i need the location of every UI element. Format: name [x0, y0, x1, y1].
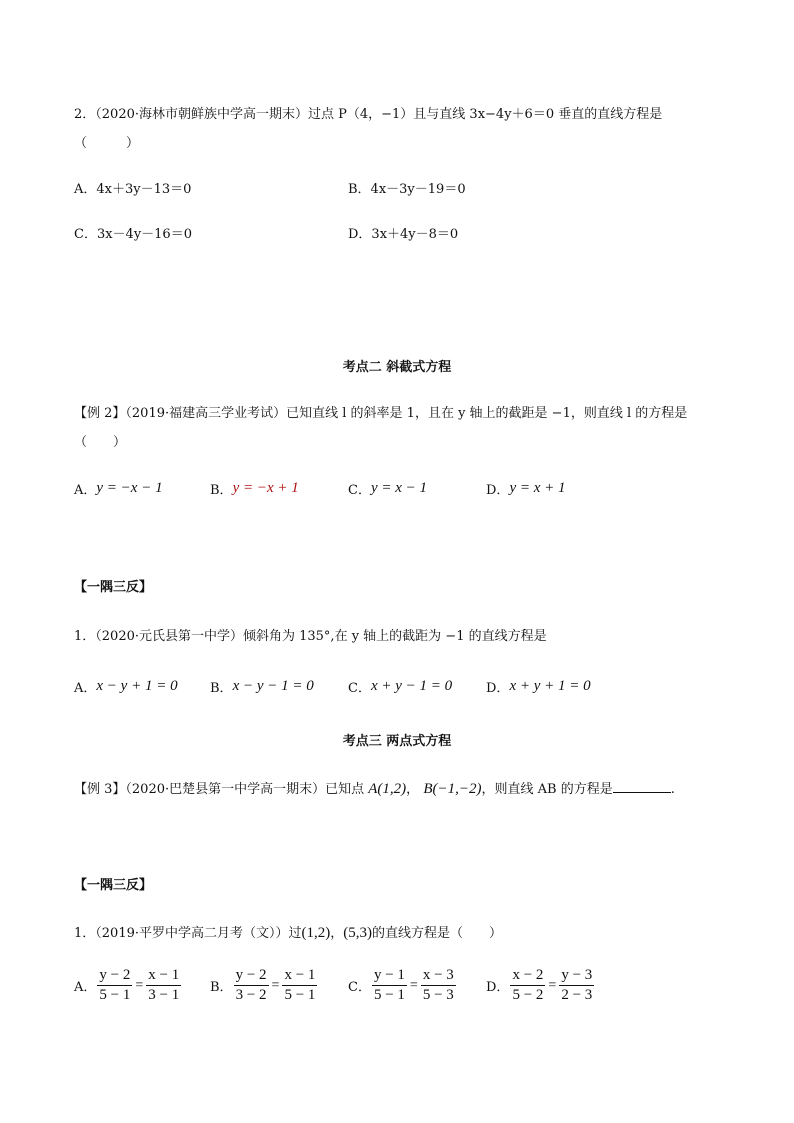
practice-heading: 【一隅三反】 [74, 878, 153, 893]
practice1-option-b [210, 677, 314, 696]
q2-answer-paren: （ ） [74, 136, 140, 151]
option-label: D． [486, 681, 510, 696]
practice2-option-a [74, 967, 182, 1004]
denominator: 5 − 1 [284, 987, 316, 1003]
example3-stem-suffix: ，则直线 AB 的方程是 [481, 782, 613, 797]
option-equation: x + y − 1 = 0 [370, 678, 453, 694]
practice1-option-a [74, 677, 178, 696]
option-label: C． [348, 681, 371, 696]
example2-stem: 【例 2】（2019·福建高三学业考试）已知直线 l 的斜率是 1，且在 y 轴上的截距是 −1，则直线 l 的方程是 [74, 406, 688, 421]
option-label: D． [486, 980, 510, 995]
fraction-right [559, 967, 594, 1004]
denominator: 2 − 3 [561, 987, 593, 1003]
q2-option-b: B．4x－3y－19＝0 [348, 182, 466, 197]
practice2-stem [74, 922, 502, 942]
practice2-stem-prefix: 1．（2019·平罗中学高二月考（文））过 [74, 926, 302, 941]
denominator: 3 − 2 [235, 987, 267, 1003]
option-label: A． [74, 980, 97, 995]
practice1-option-d [486, 677, 591, 696]
fraction-left [372, 967, 407, 1004]
practice2-option-b [210, 967, 318, 1004]
separator: ， [330, 926, 344, 941]
example2-option-b [210, 479, 299, 498]
option-label: B． [210, 980, 233, 995]
example2-option-a [74, 479, 163, 498]
point-2: (5,3) [343, 925, 373, 941]
fraction-left [234, 967, 269, 1004]
option-equation: x − y + 1 = 0 [96, 678, 178, 694]
equals-sign: = [548, 977, 557, 993]
point-b: B(−1,−2) [423, 781, 482, 797]
option-label: A． [74, 483, 97, 498]
numerator: x − 1 [146, 967, 181, 986]
example2-option-c [348, 479, 427, 498]
option-label: C． [348, 980, 371, 995]
practice2-stem-suffix: 的直线方程是（ ） [372, 926, 503, 941]
fraction-right [421, 967, 456, 1004]
example2-answer-paren: （ ） [74, 435, 127, 450]
practice1-option-c [348, 677, 452, 696]
example3-stem [74, 778, 675, 798]
option-label: A． [74, 681, 97, 696]
option-label: B． [210, 681, 233, 696]
option-equation: x − y − 1 = 0 [232, 678, 314, 694]
equals-sign: = [409, 977, 418, 993]
q2-stem: 2．（2020·海林市朝鲜族中学高一期末）过点 P（4，−1）且与直线 3x−4y＋6＝0 垂直的直线方程是 [74, 107, 663, 122]
answer-blank[interactable] [613, 780, 671, 793]
q2-option-d: D．3x＋4y－8＝0 [348, 227, 459, 242]
practice1-stem: 1．（2020·元氏县第一中学）倾斜角为 135°,在 y 轴上的截距为 −1 的直线方程是 [74, 629, 547, 644]
option-label: C． [348, 483, 371, 498]
equals-sign: = [135, 977, 144, 993]
section-heading-slope-intercept: 考点二 斜截式方程 [342, 360, 452, 375]
point-1: (1,2) [301, 925, 331, 941]
practice-heading: 【一隅三反】 [74, 580, 153, 595]
period: . [670, 782, 675, 797]
q2-option-a: A．4x＋3y－13＝0 [74, 182, 192, 197]
fraction-right [282, 967, 317, 1004]
option-equation: y = x − 1 [370, 480, 428, 496]
denominator: 5 − 1 [99, 987, 131, 1003]
denominator: 5 − 1 [373, 987, 405, 1003]
practice2-option-c [348, 967, 457, 1004]
denominator: 5 − 3 [422, 987, 454, 1003]
numerator: y − 1 [372, 967, 407, 986]
numerator: y − 2 [234, 967, 269, 986]
numerator: x − 1 [282, 967, 317, 986]
equals-sign: = [271, 977, 280, 993]
point-a: A(1,2) [368, 781, 407, 797]
example3-stem-prefix: 【例 3】（2020·巴楚县第一中学高一期末）已知点 [74, 782, 365, 797]
option-label: B． [210, 483, 233, 498]
section-heading-two-point: 考点三 两点式方程 [342, 734, 452, 749]
fraction-left [97, 967, 132, 1004]
denominator: 3 − 1 [148, 987, 180, 1003]
option-equation: y = x + 1 [509, 480, 566, 496]
separator: ， [406, 782, 420, 797]
numerator: y − 2 [97, 967, 132, 986]
denominator: 5 − 2 [512, 987, 544, 1003]
practice2-option-d [486, 967, 595, 1004]
q2-option-c: C．3x－4y－16＝0 [74, 227, 192, 242]
fraction-right [146, 967, 181, 1004]
fraction-left [510, 967, 545, 1004]
numerator: x − 2 [510, 967, 545, 986]
example2-option-d [486, 479, 566, 498]
option-label: D． [486, 483, 510, 498]
option-equation: y = −x − 1 [96, 480, 163, 496]
option-equation: x + y + 1 = 0 [509, 678, 591, 694]
numerator: y − 3 [559, 967, 594, 986]
numerator: x − 3 [421, 967, 456, 986]
option-equation: y = −x + 1 [232, 480, 299, 496]
